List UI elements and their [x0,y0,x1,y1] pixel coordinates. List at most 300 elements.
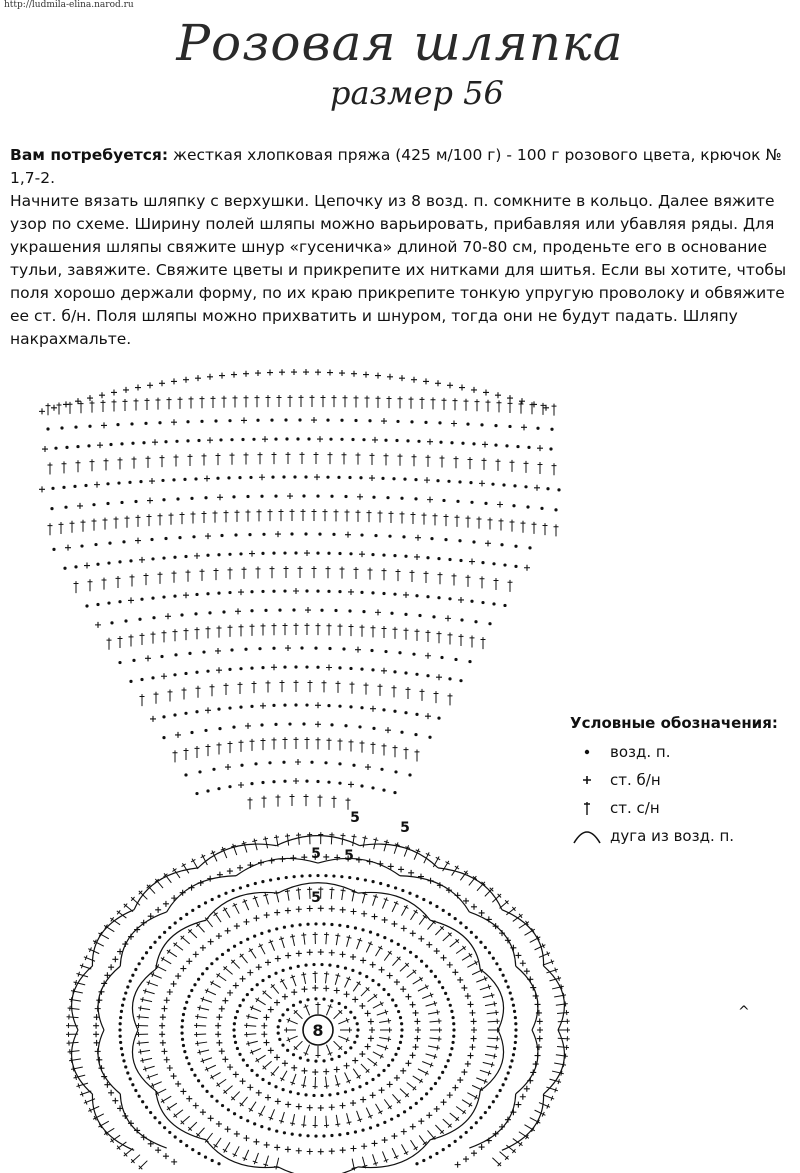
single-crochet [387,1081,393,1087]
chain-dot [513,484,516,487]
chain-dot [320,609,323,612]
single-crochet [293,778,299,784]
double-crochet [233,396,238,408]
arc-icon [570,826,604,846]
chain-dot [340,419,343,422]
chain-dot [274,437,277,440]
chain-dot [314,1060,317,1063]
double-crochet [324,932,329,944]
chain-dot [198,770,201,773]
chain-dot [327,704,330,707]
single-crochet [340,951,346,957]
double-crochet [181,936,190,944]
double-crochet [194,1023,206,1028]
chain-dot [312,1094,315,1097]
single-crochet [165,613,171,619]
single-crochet [359,1051,365,1057]
double-crochet [435,926,443,935]
chain-dot [432,615,435,618]
single-crochet [434,948,440,954]
double-crochet [147,980,158,986]
double-crochet [304,794,309,806]
chain-dot [448,597,451,600]
chain-dot [118,560,121,563]
chain-dot [364,878,367,881]
double-crochet [334,509,339,521]
single-crochet [524,565,530,571]
chain-dot [409,1106,412,1109]
chain-dot [314,997,317,1000]
double-crochet [68,1049,80,1054]
double-crochet [205,1133,213,1142]
single-crochet [457,1077,463,1083]
single-crochet [329,950,335,956]
single-crochet [159,380,165,386]
double-crochet [411,910,418,920]
chain-dot [204,901,207,904]
double-crochet [411,1140,418,1150]
chain-dot [382,788,385,791]
chain-dot [261,590,264,593]
chain-dot [174,653,177,656]
chain-dot [322,998,325,1001]
double-crochet [147,1074,158,1080]
single-crochet [205,707,211,713]
double-crochet [130,574,135,586]
chain-dot [184,712,187,715]
double-crochet [244,1032,256,1037]
double-crochet [312,566,317,578]
chain-dot [106,502,109,505]
single-crochet [414,1018,420,1024]
chain-dot [150,538,153,541]
double-crochet [426,630,431,642]
chain-dot [434,1082,437,1085]
double-crochet [255,1055,265,1062]
chain-dot [320,963,323,966]
chain-dot [232,726,235,729]
single-crochet [441,1099,447,1105]
double-crochet [452,573,457,585]
chain-dot [88,425,91,428]
chain-dot [116,423,119,426]
cross-icon [570,770,604,790]
single-crochet [361,911,367,917]
double-crochet [476,1078,487,1084]
single-crochet [345,532,351,538]
legend-label: дуга из возд. п. [610,827,735,845]
chain-dot [394,770,397,773]
double-crochet [136,1032,148,1037]
single-crochet [111,389,117,395]
single-crochet [205,533,211,539]
double-crochet [543,523,548,535]
chain-dot [418,614,421,617]
chain-dot [228,553,231,556]
double-crochet [195,1041,207,1046]
double-crochet [430,1036,442,1041]
chain-dot [441,986,444,989]
chain-dot-icon [570,742,604,762]
double-crochet [556,1054,568,1059]
chain-dot [528,546,531,549]
chain-dot [492,1100,495,1103]
chain-dot [224,892,227,895]
double-crochet [508,580,513,592]
single-crochet [368,1019,374,1025]
double-crochet [191,512,196,524]
chain-dot [305,589,308,592]
double-crochet [360,625,365,637]
double-crochet [329,887,334,899]
chain-dot [217,787,220,790]
single-crochet [233,1071,239,1077]
chain-dot [270,418,273,421]
chain-dot [444,992,447,995]
chain-dot [390,1118,393,1121]
chain-dot [186,420,189,423]
double-crochet [228,625,233,637]
chain-dot [503,604,506,607]
single-crochet [401,1129,407,1135]
chain-dot [481,601,484,604]
double-crochet [368,568,373,580]
double-crochet [258,1106,265,1117]
single-crochet [519,398,525,404]
materials-text: жесткая хлопковая пряжа (425 м/100 г) - 100 г розового цвета, крючок № 1,7-2. [10,146,782,187]
single-crochet [457,977,463,983]
single-crochet [275,531,281,537]
chain-dot [328,964,331,967]
double-crochet [206,626,211,638]
chain-dot [510,998,513,1001]
double-crochet [129,634,134,646]
chain-dot [152,616,155,619]
chain-arc [430,920,480,969]
double-crochet [201,854,208,865]
chain-dot [122,540,125,543]
chain-dot [289,966,292,969]
chain-dot [246,993,249,996]
chain-dot [256,419,259,422]
single-crochet [350,1145,356,1151]
chain-dot [382,1069,385,1072]
single-crochet [112,956,118,962]
double-crochet [266,395,271,407]
single-crochet [77,503,83,509]
chain-dot [459,1135,462,1138]
chain-dot [214,419,217,422]
chain-dot [283,926,286,929]
chain-dot [365,1082,368,1085]
chain-dot [178,536,181,539]
chain-dot [234,1016,237,1019]
single-crochet [39,486,45,492]
double-crochet [483,993,495,998]
chain-dot [304,1093,307,1096]
single-crochet [159,1031,165,1037]
chain-dot [393,554,396,557]
double-crochet [398,454,403,466]
chain-dot [376,933,379,936]
double-crochet [280,1071,287,1081]
double-crochet [272,738,277,750]
double-crochet [379,1018,391,1023]
chain-dot [400,1035,403,1038]
double-crochet [382,744,387,756]
single-crochet [171,981,177,987]
single-crochet [167,989,173,995]
chain-arc [156,920,206,969]
single-crochet [238,782,244,788]
double-crochet [272,623,277,635]
chain-dot [336,1092,339,1095]
chain-dot [393,593,396,596]
double-crochet [283,737,288,749]
chain-dot [472,540,475,543]
chain-dot [124,1065,127,1068]
chain-dot [382,592,385,595]
single-crochet [468,1001,474,1007]
single-crochet [307,1149,313,1155]
double-crochet [365,396,370,408]
chain-dot [228,785,231,788]
double-crochet [488,518,493,530]
single-crochet [265,1095,271,1101]
double-crochet [396,569,401,581]
double-crochet [250,1048,261,1054]
chain-dot [360,784,363,787]
double-crochet [313,932,318,944]
single-crochet [152,439,158,445]
chain-dot [117,481,120,484]
single-crochet [267,370,273,376]
chain-dot [408,892,411,895]
double-crochet [173,629,178,641]
chain-dot [285,876,288,879]
chain-dot [192,535,195,538]
double-crochet [69,997,81,1002]
single-crochet [401,925,407,931]
legend-label: ст. с/н [610,799,660,817]
chain-dot [180,1032,183,1035]
chain-dot [260,723,263,726]
double-crochet [349,739,354,751]
legend-title: Условные обозначения: [570,714,778,732]
arc-count-label: 5 [311,890,321,906]
double-crochet [326,566,331,578]
chain-dot [382,988,385,991]
single-crochet [291,1065,297,1071]
chain-dot [233,1035,236,1038]
chain-dot [290,532,293,535]
double-crochet [376,1104,383,1114]
chain-dot [239,1116,242,1119]
chain-dot [394,1053,397,1056]
double-crochet [426,455,431,467]
chain-dot [330,1134,333,1137]
double-crochet [481,637,486,649]
double-crochet [59,522,64,534]
single-crochet [334,1066,340,1072]
chain-dot [246,938,249,941]
chain-dot [450,441,453,444]
chain-dot [236,1010,239,1013]
chain-dot [126,985,129,988]
chain-dot [470,1126,473,1129]
chain-dot [360,591,363,594]
chain-dot [468,660,471,663]
single-crochet [208,1115,214,1121]
double-crochet [304,1045,310,1056]
chain-dot [181,1038,184,1041]
chain-dot [261,1078,264,1081]
double-crochet [480,985,491,990]
chain-dot [420,960,423,963]
double-crochet [392,957,400,966]
chain-dot [238,1004,241,1007]
single-crochet [471,1036,477,1042]
double-crochet [107,638,112,650]
chain-dot [194,612,197,615]
single-crochet [247,1084,253,1090]
caret-mark: ^ [738,1004,750,1020]
chain-dot [349,1046,352,1049]
double-crochet [316,1046,321,1058]
chain-dot [436,479,439,482]
chain-dot [124,619,127,622]
chain-dot [131,442,134,445]
chain-dot [470,931,473,934]
chain-dot [204,729,207,732]
double-crochet [240,1097,248,1106]
single-crochet [360,1097,366,1103]
single-crochet [63,401,69,407]
chain-dot [513,1010,516,1013]
double-crochet [329,832,334,844]
single-crochet [394,979,400,985]
chain-dot [338,552,341,555]
chain-dot [327,781,330,784]
single-crochet [285,645,291,651]
chain-dot [365,975,368,978]
single-crochet [391,921,397,927]
arc-count-label: 5 [400,820,410,836]
double-crochet [156,398,161,410]
double-crochet [382,568,387,580]
chain-dot [250,705,253,708]
double-crochet [161,957,171,964]
chain-dot [221,953,224,956]
chain-dot [429,1156,432,1159]
single-crochet [497,501,503,507]
single-crochet [403,592,409,598]
single-crochet [291,369,297,375]
chain-dot [294,665,297,668]
chain-arc [480,1030,503,1091]
chain-dot [441,1071,444,1074]
legend-item-chain [570,738,778,766]
double-crochet [428,1045,440,1050]
chain-dot [316,874,319,877]
double-crochet [180,512,185,524]
single-crochet [303,369,309,375]
double-crochet [482,458,487,470]
single-crochet [398,866,404,872]
chain-dot [349,552,352,555]
chain-dot [371,553,374,556]
double-crochet [223,1086,232,1094]
single-crochet [274,1144,280,1150]
chain-dot [195,593,198,596]
chain-dot [268,975,271,978]
chain-dot [304,475,307,478]
chain-dot [261,979,264,982]
single-crochet [268,1047,274,1053]
double-crochet [316,623,321,635]
single-crochet [375,609,381,615]
double-crochet [210,684,215,696]
chain-dot [316,494,319,497]
chain-dot [254,762,257,765]
chain-dot [283,551,286,554]
chain-dot [358,1085,361,1088]
chain-dot [514,1041,517,1044]
single-crochet [167,1065,173,1071]
chain-dot [402,535,405,538]
chain-dot [390,939,393,942]
instructions-paragraph: Начните вязать шляпку с верхушки. Цепочку из 8 возд. п. сомкните в кольцо. Далее вяжите узор по схеме. Ширину полей шляпы можно варьировать, прибавляя или убавляя ряды. Для украшения шляпы свяжите шнур «гусеничка» длиной 70-80 см, проденьте его в основание тульи, завяжите. Свяжите цветы и прикрепите их нитками для шитья. Если вы хотите, чтобы поля хорошо держали форму, по их краю прикрепите тонкую упругую проволоку и обвяжите ее ст. б/н. Поля шляпы можно прихватить и шнуром, тогда они не будут падать. Шляпу накрахмальте. [10,192,787,348]
chain-dot [308,874,311,877]
chain-dot [322,1059,325,1062]
double-crochet [242,841,247,852]
chain-dot [458,480,461,483]
chain-dot [210,1095,213,1098]
chain-dot [344,1006,347,1009]
double-crochet [71,989,83,994]
chain-dot [120,501,123,504]
source-url: http://ludmila-elina.narod.ru [4,0,134,10]
double-crochet [384,840,389,852]
chain-dot [424,421,427,424]
single-crochet [459,385,465,391]
double-crochet [284,566,289,578]
chain-dot [173,595,176,598]
double-crochet [543,1095,554,1101]
chain-dot [119,1041,122,1044]
chain-dot [272,647,275,650]
single-crochet [359,551,365,557]
chain-dot [283,665,286,668]
chain-dot [239,552,242,555]
chain-dot [206,789,209,792]
chain-dot [509,1065,512,1068]
chain-dot [272,590,275,593]
chain-dot [316,552,319,555]
chain-dot [120,1047,123,1050]
double-crochet [434,691,439,703]
single-crochet [200,945,206,951]
single-crochet [447,382,453,388]
double-crochet [211,396,216,408]
chain-dot [124,991,127,994]
chain-dot [371,880,374,883]
chain-dot [509,991,512,994]
double-crochet [116,576,121,588]
double-crochet [68,402,73,414]
chain-dot [173,713,176,716]
chain-arc [358,892,430,920]
